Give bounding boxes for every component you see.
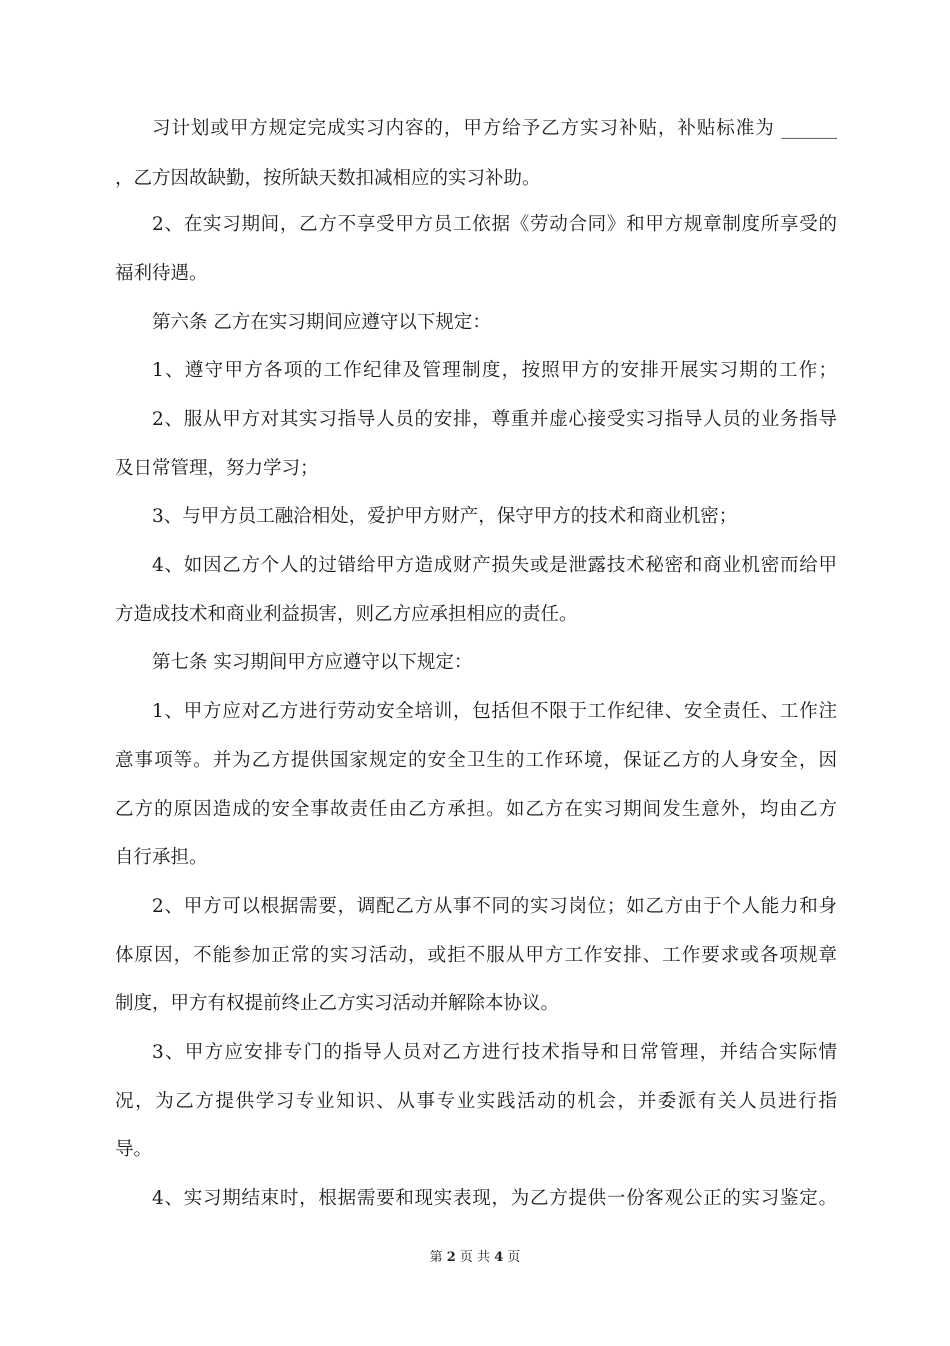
paragraph-line: 2、在实习期间，乙方不享受甲方员工依据《劳动合同》和甲方规章制度所享受的: [152, 214, 837, 235]
paragraph-line: 体原因，不能参加正常的实习活动，或拒不服从甲方工作安排、工作要求或各项规章: [115, 945, 837, 966]
paragraph-line: 福利待遇。: [115, 263, 208, 284]
paragraph-line: 习计划或甲方规定完成实习内容的，甲方给予乙方实习补贴，补贴标准为 ______: [152, 118, 837, 139]
paragraph-line: 及日常管理，努力学习；: [115, 458, 319, 479]
paragraph-line: 1、甲方应对乙方进行劳动安全培训，包括但不限于工作纪律、安全责任、工作注: [152, 701, 837, 722]
footer-middle: 页 共: [459, 1250, 491, 1265]
paragraph-line: 3、甲方应安排专门的指导人员对乙方进行技术指导和日常管理，并结合实际情: [152, 1042, 837, 1063]
paragraph-line: 3、与甲方员工融洽相处，爱护甲方财产，保守甲方的技术和商业机密；: [152, 506, 738, 527]
paragraph-line: 导。: [115, 1139, 153, 1160]
paragraph-line: 自行承担。: [115, 847, 208, 868]
footer-suffix: 页: [507, 1250, 521, 1265]
paragraph-line: 方造成技术和商业利益损害，则乙方应承担相应的责任。: [115, 604, 578, 625]
article-heading: 第六条 乙方在实习期间应遵守以下规定：: [152, 312, 491, 333]
total-page-count: 4: [494, 1250, 504, 1265]
paragraph-line: 4、如因乙方个人的过错给甲方造成财产损失或是泄露技术秘密和商业机密而给甲: [152, 555, 837, 576]
paragraph-line: 乙方的原因造成的安全事故责任由乙方承担。如乙方在实习期间发生意外，均由乙方: [115, 799, 837, 820]
article-heading: 第七条 实习期间甲方应遵守以下规定：: [152, 652, 473, 673]
paragraph-line: 意事项等。并为乙方提供国家规定的安全卫生的工作环境，保证乙方的人身安全，因: [115, 750, 837, 771]
current-page-number: 2: [446, 1250, 456, 1265]
paragraph-line: 2、服从甲方对其实习指导人员的安排，尊重并虚心接受实习指导人员的业务指导: [152, 409, 837, 430]
paragraph-line: 4、实习期结束时，根据需要和现实表现，为乙方提供一份客观公正的实习鉴定。: [152, 1188, 837, 1209]
page-footer: [0, 1248, 950, 1268]
paragraph-line: 1、遵守甲方各项的工作纪律及管理制度，按照甲方的安排开展实习期的工作；: [152, 360, 837, 381]
paragraph-line: 制度，甲方有权提前终止乙方实习活动并解除本协议。: [115, 993, 560, 1014]
paragraph-line: 2、甲方可以根据需要，调配乙方从事不同的实习岗位；如乙方由于个人能力和身: [152, 896, 837, 917]
paragraph-line: 况，为乙方提供学习专业知识、从事专业实践活动的机会，并委派有关人员进行指: [115, 1091, 837, 1112]
footer-prefix: 第: [429, 1250, 443, 1265]
paragraph-line: ，乙方因故缺勤，按所缺天数扣减相应的实习补助。: [115, 168, 541, 189]
